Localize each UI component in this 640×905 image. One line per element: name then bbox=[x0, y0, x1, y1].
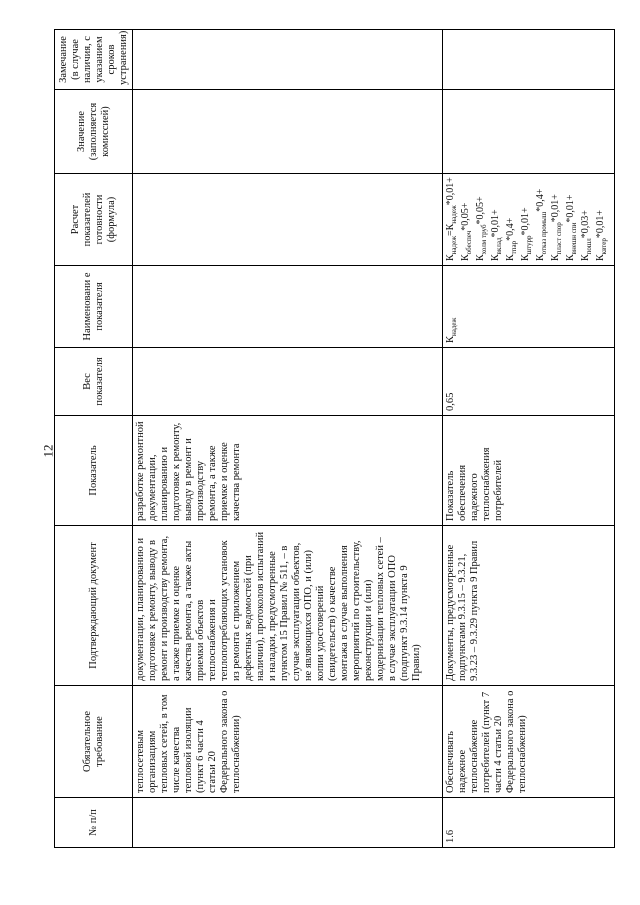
cell-value bbox=[133, 90, 443, 174]
header-document: Подтверждающий документ bbox=[55, 526, 133, 686]
cell-remark bbox=[443, 30, 615, 90]
cell-requirement: Обеспечивать надежное теплоснабжение потребителей (пункт 7 части 4 статьи 20 Федерального закона о теплоснабжении) bbox=[443, 686, 615, 798]
cell-name bbox=[133, 266, 443, 348]
formula-line: $К_{вклад}*0,01+$ bbox=[490, 209, 503, 261]
header-remark: Замечание (в случае наличия, с указанием сроков устранения) bbox=[55, 30, 133, 90]
requirements-table-wrapper bbox=[54, 30, 614, 848]
formula-line: $К_{отказ промыш}*0,4+$ bbox=[535, 188, 548, 261]
cell-weight: 0,65 bbox=[443, 348, 615, 416]
cell-document: Документы, предусмотренные подпунктами 9.3.15 – 9.3.21, 9.3.23 – 9.3.29 пункта 9 Правил bbox=[443, 526, 615, 686]
header-requirement: Обязательное требование bbox=[55, 686, 133, 798]
cell-value bbox=[443, 90, 615, 174]
formula-line: $К_{надеж}=К_{надеж}*0,01+$ bbox=[445, 177, 458, 261]
cell-remark bbox=[133, 30, 443, 90]
indicator-symbol: К bbox=[445, 335, 456, 343]
table-row bbox=[133, 30, 443, 848]
header-indicator: Показатель bbox=[55, 416, 133, 526]
cell-indicator: Показатель обеспечения надежного теплоснабжения потребителей bbox=[443, 416, 615, 526]
cell-name bbox=[443, 266, 615, 348]
requirements-table bbox=[54, 29, 615, 848]
indicator-subscript: надеж bbox=[450, 317, 459, 336]
header-name: Наименовани е показателя bbox=[55, 266, 133, 348]
cell-num bbox=[133, 798, 443, 848]
cell-weight bbox=[133, 348, 443, 416]
formula-line: $К_{квтер}*0,01+$ bbox=[595, 209, 608, 261]
cell-formula bbox=[443, 174, 615, 266]
formula-line: $К_{холм труб}*0,05+$ bbox=[475, 196, 488, 261]
cell-requirement: теплосетевым организациям тепловых сетей, в том числе качества тепловой изоляции (пункт 6 части 4 статьи 20 Федерального закона о теплоснабжении) bbox=[133, 686, 443, 798]
formula-line: $К_{пласт спор}*0,01+$ bbox=[550, 194, 563, 261]
formula-line: $К_{штурр}*0,01+$ bbox=[520, 207, 533, 261]
header-formula: Расчет показателей готовности (формула) bbox=[55, 174, 133, 266]
page-number: 12 bbox=[40, 444, 56, 458]
cell-document: документации, планированию и подготовке к ремонту, выводу в ремонт и производству ремонта, а также приемке и оценке качества ремонта, а также акты приемки объектов теплоснабжения и теплопотребляющих установок из ремонта с приложением дефектных ведомостей (при наличии), протоколов испытаний и наладки, предусмотренные пунктом 15 Правил № 511, – в случае эксплуатации объектов, не являющихся ОПО, и (или) копии удостоверений (свидетельств) о качестве монтажа в случае выполнения мероприятий по строительству, реконструкции и (или) модернизации тепловых сетей – в случае эксплуатации ОПО (подпункт 9.3.14 пункта 9 Правил) bbox=[133, 526, 443, 686]
formula-line: $К_{обеспеч}*0,05+$ bbox=[460, 202, 473, 261]
cell-num: 1.6 bbox=[443, 798, 615, 848]
header-num: № п/п bbox=[55, 798, 133, 848]
table-row bbox=[443, 30, 615, 848]
cell-formula bbox=[133, 174, 443, 266]
formula-line: $К_{тпар}*0,4+$ bbox=[505, 217, 518, 261]
header-value: Значение (заполняется комиссией) bbox=[55, 90, 133, 174]
table-header-row bbox=[55, 30, 133, 848]
formula-line: $К_{внешн спи}*0,01+$ bbox=[565, 194, 578, 261]
cell-indicator: разработке ремонтной документации, планированию и подготовке к ремонту, выводу в ремонт и производству ремонта, а также приемке и оценке качества ремонта bbox=[133, 416, 443, 526]
formula-line: $К_{пошл}*0,03+$ bbox=[580, 210, 593, 261]
header-weight: Вес показателя bbox=[55, 348, 133, 416]
